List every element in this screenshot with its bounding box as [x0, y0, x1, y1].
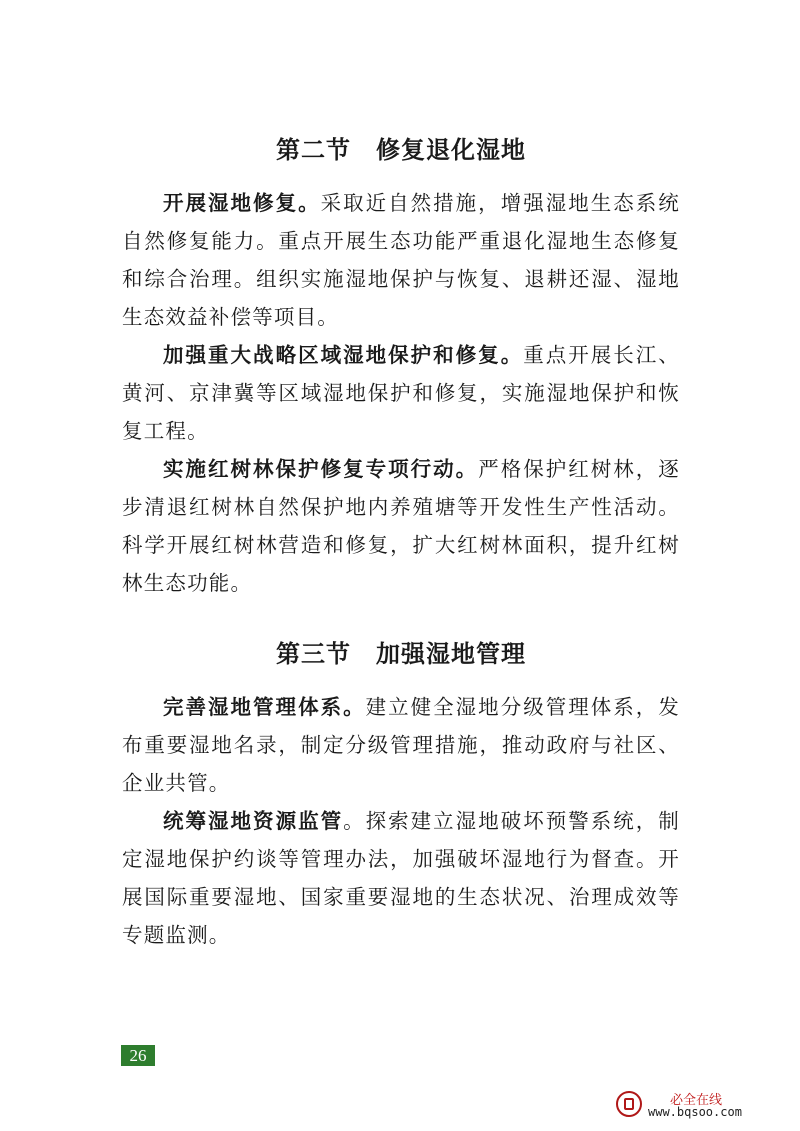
paragraph-strategic-regions: [122, 336, 680, 450]
paragraph-lead: 加强重大战略区域湿地保护和修复。: [163, 343, 524, 367]
paragraph-body: 采取近自然措施，增强湿地生态系统自然修复能力。重点开展生态功能严重退化湿地生态修复和综合治理。组织实施湿地保护与恢复、退耕还湿、湿地生态效益补偿等项目。: [122, 191, 680, 329]
paragraph-resource-supervision: [122, 802, 680, 954]
paragraph-body: 。探索建立湿地破坏预警系统，制定湿地保护约谈等管理办法，加强破坏湿地行为督查。开展国际重要湿地、国家重要湿地的生态状况、治理成效等专题监测。: [122, 809, 680, 947]
paragraph-body: 严格保护红树林，逐步清退红树林自然保护地内养殖塘等开发性生产性活动。科学开展红树林营造和修复，扩大红树林面积，提升红树林生态功能。: [122, 457, 680, 595]
paragraph-body: 建立健全湿地分级管理体系，发布重要湿地名录，制定分级管理措施，推动政府与社区、企业共管。: [122, 695, 680, 795]
paragraph-lead: 完善湿地管理体系。: [163, 695, 366, 719]
paragraph-lead: 统筹湿地资源监管: [163, 809, 344, 833]
watermark-url[interactable]: www.bqsoo.com: [648, 1105, 742, 1119]
paragraph-management-system: [122, 688, 680, 802]
section-title-restore-wetlands: 第二节 修复退化湿地: [276, 136, 526, 164]
paragraph-body: 重点开展长江、黄河、京津冀等区域湿地保护和修复，实施湿地保护和恢复工程。: [122, 343, 680, 443]
paragraph-lead: 开展湿地修复。: [163, 191, 321, 215]
section-title-wetland-management: 第三节 加强湿地管理: [276, 640, 526, 668]
watermark: [616, 1089, 786, 1123]
page-content: [122, 128, 680, 954]
paragraph-lead: 实施红树林保护修复专项行动。: [163, 457, 479, 481]
bqsoo-logo-icon: [616, 1091, 642, 1117]
paragraph-wetland-restoration: [122, 184, 680, 336]
paragraph-mangrove-action: [122, 450, 680, 602]
page-number: 26: [121, 1045, 155, 1066]
watermark-title: 必全在线: [670, 1093, 723, 1108]
